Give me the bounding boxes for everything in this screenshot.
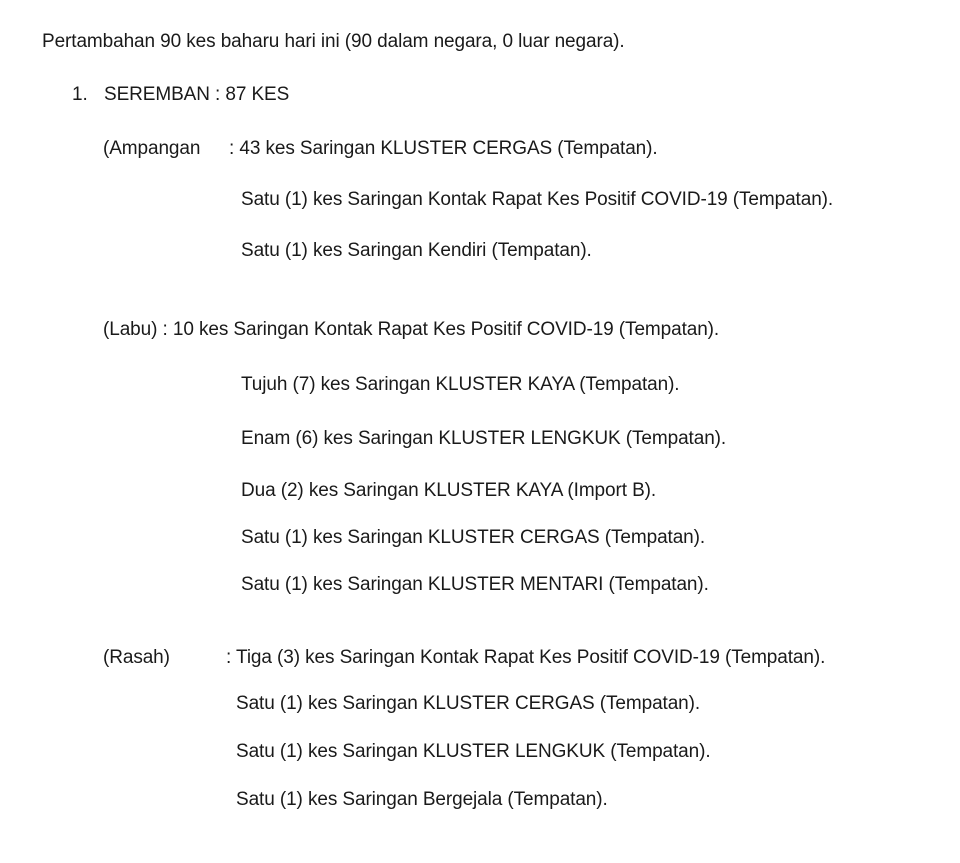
case-detail-line: Satu (1) kes Saringan KLUSTER CERGAS (Tempatan). [241,527,706,548]
case-detail-line: Satu (1) kes Saringan Kendiri (Tempatan). [241,240,592,261]
area-label-labu: (Labu) : 10 kes Saringan Kontak Rapat Kes Positif COVID-19 (Tempatan). [103,319,720,340]
case-detail-line: Satu (1) kes Saringan KLUSTER MENTARI (Tempatan). [241,574,709,595]
case-detail-line: Satu (1) kes Saringan KLUSTER LENGKUK (Tempatan). [236,741,711,762]
list-number: 1. [72,84,88,105]
case-detail-line: Satu (1) kes Saringan Kontak Rapat Kes Positif COVID-19 (Tempatan). [241,189,834,210]
case-detail-line: Dua (2) kes Saringan KLUSTER KAYA (Import B). [241,480,657,501]
case-detail-line: Enam (6) kes Saringan KLUSTER LENGKUK (Tempatan). [241,428,727,449]
area-summary-rasah: : Tiga (3) kes Saringan Kontak Rapat Kes Positif COVID-19 (Tempatan). [226,647,826,668]
case-detail-line: Satu (1) kes Saringan Bergejala (Tempatan). [236,789,608,810]
intro-text: Pertambahan 90 kes baharu hari ini (90 dalam negara, 0 luar negara). [42,31,625,52]
case-detail-line: Tujuh (7) kes Saringan KLUSTER KAYA (Tempatan). [241,374,680,395]
district-heading: SEREMBAN : 87 KES [104,84,290,105]
area-label-ampangan: (Ampangan [103,138,201,159]
area-label-rasah: (Rasah) [103,647,170,668]
area-summary-ampangan: : 43 kes Saringan KLUSTER CERGAS (Tempatan). [229,138,658,159]
case-detail-line: Satu (1) kes Saringan KLUSTER CERGAS (Tempatan). [236,693,701,714]
